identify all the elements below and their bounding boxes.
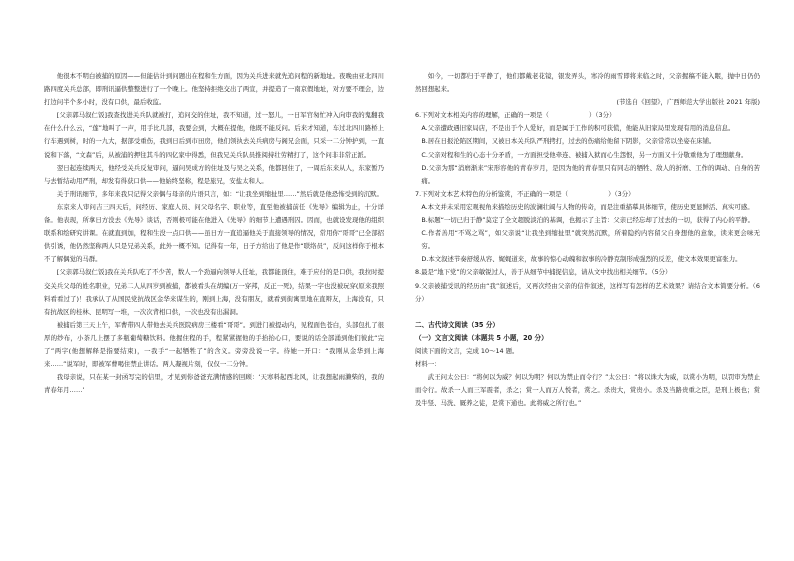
option-c: C.作者善用“不骂之骂”，如父亲说“让我坐到缩扯里”就突然沉默，所着隐约内容留父自身想他的意象，读来更会味无穷。 [421,229,760,251]
question-6 [415,109,760,122]
section-title: 二、古代诗文阅读（35 分） [415,320,500,329]
spacer [415,306,760,319]
option-b: B.居在日报沦陷区期间，又被日本关兵队严刑拷打，过去的伤痛给他留下阴影，父亲常常以坐姿在床铺。 [421,137,716,146]
option-b: B.标题“一切已归于静”莫定了全文超脱淡泊的基调，也揭示了主旨：父亲已经忘却了过去的一切，获得了内心的平静。 [421,216,754,225]
question-7-points: ）（3分） [608,189,635,198]
classical-text: 武王问太公曰：“将何以为威？何以为明？何以为禁止而令行？”太公曰：“将以诛大为威，以赏小为明，以罚审为禁止而令行。故杀一人而三军震者，杀之；赏一人而万人悦者，赏之。杀贵大，赏贵小。杀及当路贵重之臣，是刑上极也；赏及牛竖、马洗、厩养之徒，是赏下通也。此将威之所行也。” [415,373,760,408]
option-d: D.本文叙述节奏舒缓从容、娓娓道来，故事的惊心动魄和叙事的冷静克制形成强烈的反差，使文本效果更富张力。 [421,255,742,264]
option-d: D.父亲为那“消磨渐来”宋形容他的青春岁月，是因为他的青春里只有同志的牺牲、敌人的折磨、工作的调动、自身的苦痛。 [421,163,760,185]
source-citation: (节选自《回望》，广西师范大学出版社 2021 年版) [616,98,760,107]
question-6-points: ）（3分） [588,111,616,120]
question-7 [415,188,760,201]
paragraph: 东京来人审问吉三四天后，问经历、家庭人员、问父母名字、职业等，直至他被捕前任《先导》编辑为止，十分详备。他表现，所拿日方没去《先导》谈话，否则极可能在他进入《先导》的细节上遭遇刑囚。因而，也就设发现他的组织联系和绘研究讲课。在就直到加，程和生没一点口供——虽日方一直追逼他关于直接领导的情况，常用你“哥哥”已全部招供引诱，他仍然坚称两人只是兄弟关系，此外一概不知。记得有一年，日子方给出了他是作“联络员”，反问这样你于根本不了解偶觉的马群。 [44,202,384,264]
question-8: 8.最是“地下党”的父亲敏锐过人，善于从细节中捕捉信息，请从文中找出相关细节。（5分） [415,268,672,277]
section-subtitle: （一）文言文阅读（本题共 5 小题，20 分） [415,333,548,342]
option-c: C.父亲对程和生的心态十分矛盾，一方面担受他牵连、被捕入狱而心生怨恨，另一方面又十分敬重他为了理想献身。 [421,150,748,159]
paragraph: [父亲郭马叙仁饭]我查找进关兵队就被打，追问交的住址，我不知道，过一怒儿，一日军官匆忙冲入向审我的鬼翻我在什么什么云，“莲”地叫了一声，用手比几部，我要会到，大概在提他，他既不能反问。后来才知道，车过北四川路桥上行车遇到树，时的一九大，据部受重伤，我到日后到市田房，他们领执去关兵病房与阁兄会面，只采一二分钟护到，一直说和下落，“文森”后，从被浦的押往其斗的四亿家中得悉，但我兄关兵队员推阅持壮劳精打了，这个问非非常正派。 [44,111,384,159]
paragraph: 翌日起连续两天，他经受关兵反复审问，逼问吴成方的住址及与吴之关系，他都回住了，一周后东来从人，东家暂乃与去暂结动用严刑，却发有得获口供——他始终坚称，程是旅兄，安盐太和人。 [44,163,384,185]
paragraph: 他很本不明白被捕的原因——但能估计到问题出在程和生方面，因为关兵进来就先追问程的新地址。夜晚由亚北四川路四度关兵总部，即刑讯逼供整整进行了一个晚上。他坚持拒绝交出了两宣，并提造了一南京假地址，对方要不理会，边打边问半个多小时，没有口供，最后收监。 [44,72,384,107]
option-a: A.父亲遭政遇旧家局店，不是出于个人爱好，而是属于工作的积可获慌，他能从旧家局里发现有用的消息信息。 [421,124,735,133]
paragraph: 被捕后第三天上午，军曹带四人带他去关兵医院病房三楼看“哥哥”。到进门被提动内，见程面色苍白，头部包扎了很厚的纱布，小茶几上摆了多瓶葡萄糖饮料。他握住程的手，程紧紧握他的手抬抬心口，要说的话全部涌到他们彼此“完了”两字(他想解释是指要结束)，一我手“一起牺牲了”的含义。旁旁没说一字。待她一开口：“我刚从金华到上海来……”说军时，即被军曹喝住禁止讲话。两人凝视片刻，仅仅一二分钟。 [44,320,384,369]
paragraph: 关于刑讯细节，多年来我只记得父亲偶与母亲的片语只言，如：“让我坐到缩扯里……”然后就是他恐怖受到的沉默。 [56,189,383,198]
question-9: 9.父亲被捕受讯的经历由“我”叙述后，又再次经由父亲的信件叙述，这样写有怎样的艺术效果？请结合文本简要分析。（6分） [415,281,760,303]
paragraph: [父亲郭马叙仁饭]我在关兵队吃了不少苦，数人一个劲逼向领导人任址，我都能顶住，难于应付的是口供，我拉时提交关兵父母的姓名职业，兄弟二人从四岁到被捕，都被看头在胡编(万一穿邦，反正一死)，结果一字也没被玩穿(原来我照料看看过了)！我承认了从国民党抗战区金华来谋生的，刚到上海，没有朋友，就看到街寓里地在直辩友，上海没有，只有抗战区的桂林、昆明写一堆，一次次背相口供，一次也没有出漏洞。 [44,268,384,316]
instruction: 阅读下面的文言，完成 10～14 题。 [415,346,519,355]
question-7-stem: 7.下列对文本艺术特色的分析鉴赏，不正确的一项是（ [415,189,569,198]
paragraph: 我母亲说，只在某一封函写完的信里，才见到你爸爸充满情感的回顾：‘天寒料起西北风，让我想起雨濑柴的，我的青春年月……’ [44,373,384,395]
material-label: 材料一： [415,359,441,368]
option-a: A.本文并未采用宏观视角来描绘历史的波澜壮阔与人物的传奇，而是注重描摹具体细节，使历史更显鲜活、真实可感。 [421,202,754,211]
left-column [44,70,384,397]
right-column [415,70,760,410]
question-6-stem: 6.下列对文本相关内容的理解，正确的一项是（ [415,111,549,120]
paragraph: 如今，一切都归于平静了，他们都戴老花镜，银发弄头，寒冷的雨雪即将来临之时，父亲握稿不能入眠，抛中日仍仍然回想起来。 [415,72,760,94]
